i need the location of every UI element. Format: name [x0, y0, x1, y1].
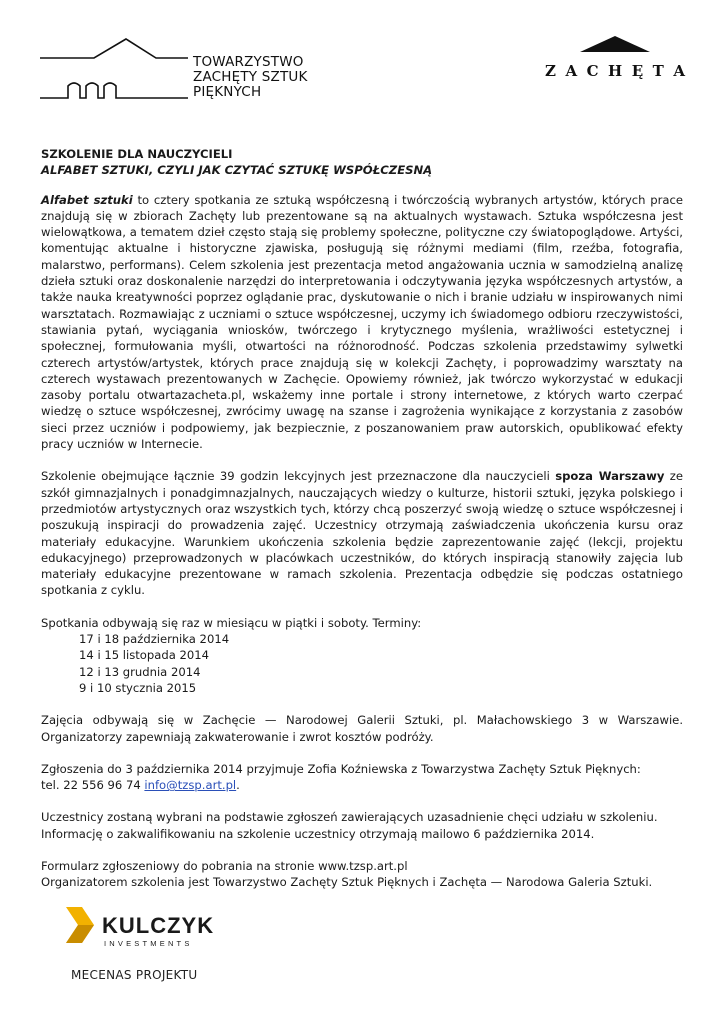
audience-text-after: ze szkół gimnazjalnych i ponadgimnazjalnych, nauczających wiedzy o kulturze, historii sztuki, języka polskiego i przedmiotów artystycznych oraz wszystkich tych, którzy chcą poszerzyć swoją wiedzę o sztuce współczesnej i poszukują inspiracji do prowadzenia zajęć. Uczestnicy otrzymają zaświadczenia ukończenia kursu oraz materiały edukacyjne. Warunkiem ukończenia szkolenia będzie zaprezentowanie zajęć (lekcji, projektu edukacyjnego) przeprowadzonych w placówkach uczestników, do których inspiracją stanowiły zajęcia lub materiały edukacyjne prezentowane w ramach szkolenia. Prezentacja odbędzie się podczas ostatniego spotkania z cyklu. [41, 469, 684, 598]
selection-line: Informację o zakwalifikowaniu na szkolenie uczestnicy otrzymają mailowo 6 października 2014. [41, 826, 595, 841]
zacheta-letter: C [586, 62, 599, 80]
zacheta-letter: Z [545, 62, 556, 80]
audience-highlight: spoza Warszawy [555, 469, 665, 484]
tzsp-logo [38, 36, 318, 108]
zacheta-logo [540, 36, 690, 96]
kulczyk-investments-logo [64, 905, 224, 955]
tzsp-logo-line: ZACHĘTY SZTUK [193, 69, 308, 85]
form-download-line: Formularz zgłoszeniowy do pobrania na stronie www.tzsp.art.pl [41, 858, 408, 873]
footer-paragraph [41, 858, 683, 891]
registration-paragraph [41, 761, 683, 794]
tzsp-logo-line: PIĘKNYCH [193, 84, 262, 100]
schedule-dates [41, 631, 683, 696]
sponsor-name: KULCZYK [102, 913, 215, 938]
schedule-date: 14 i 15 listopada 2014 [79, 648, 210, 663]
zacheta-letter: T [652, 62, 664, 80]
zacheta-letter: Ę [631, 62, 644, 80]
selection-line: Uczestnicy zostaną wybrani na podstawie zgłoszeń zawierających uzasadnienie chęci udziału w szkoleniu. [41, 810, 658, 825]
schedule-date: 17 i 18 października 2014 [79, 632, 230, 647]
zacheta-wordmark [545, 62, 685, 80]
schedule-intro: Spotkania odbywają się raz w miesiącu w piątki i soboty. Terminy: [41, 615, 422, 630]
intro-lead: Alfabet sztuki [41, 192, 133, 207]
registration-email-link[interactable]: info@tzsp.art.pl [144, 778, 237, 793]
sponsor-caption: MECENAS PROJEKTU [71, 968, 198, 982]
registration-text: Zgłoszenia do 3 października 2014 przyjmuje Zofia Koźniewska z Towarzystwa Zachęty Sztuk Pięknych: [41, 761, 641, 776]
schedule-date: 9 i 10 stycznia 2015 [79, 680, 197, 695]
intro-text: to cztery spotkania ze sztuką współczesną i twórczością wybranych artystów, których prace znajdują się w zbiorach Zachęty lub prezentowane są na aktualnych wystawach. Sztuka współczesna jest wielowątkowa, a tematem dzieł często stają się problemy społeczne, polityczne czy światopoglądowe. Artyści, komentując aktualne i historyczne zjawiska, posługują się różnymi mediami (film, rzeźba, fotografia, malarstwo, performans). Celem szkolenia jest prezentacja metod angażowania ucznia w samodzielną analizę dzieła sztuki oraz doskonalenie narzędzi do interpretowania i odczytywania języka współczesnych artystów, a także nauka kreatywności poprzez oglądanie prac, dyskutowanie o nich i branie udziału w inspirowanych nimi warsztatach. Rozmawiając z uczniami o sztuce współczesnej, uczymy ich świadomego odbioru rzeczywistości, stawiania pytań, wyciągania wniosków, twórczego i krytycznego myślenia, wrażliwości estetycznej i społecznej, formułowania myśli, otwartości na różnorodność. Podczas szkolenia przedstawimy sylwetki czterech artystów/artystek, których prace znajdują się w kolekcji Zachęty, i poprowadzimy warsztaty na czterech wystawach prezentowanych w Zachęcie. Opowiemy również, jak twórczo wykorzystać w edukacji zasoby portalu otwartazacheta.pl, wskażemy inne portale i strony internetowe, z których warto czerpać wiedzę o sztuce współczesnej, zwrócimy uwagę na szanse i zagrożenia wynikające z korzystania z zasobów sieci przez uczniów i podpowiemy, jak bezpiecznie, z poszanowaniem praw autorskich, opublikować efekty pracy uczniów w Internecie. [41, 192, 683, 452]
zacheta-letter: A [673, 62, 685, 80]
document-subtitle: ALFABET SZTUKI, CZYLI JAK CZYTAĆ SZTUKĘ WSPÓŁCZESNĄ [41, 163, 433, 178]
kulczyk-k-icon [64, 905, 98, 945]
zacheta-roof-icon [580, 36, 650, 52]
audience-text-before: Szkolenie obejmujące łącznie 39 godzin lekcyjnych jest przeznaczone dla nauczycieli [41, 469, 556, 484]
audience-paragraph [41, 468, 683, 598]
document-body [41, 146, 683, 907]
location-paragraph: Zajęcia odbywają się w Zachęcie — Narodowej Galerii Sztuki, pl. Małachowskiego 3 w Warszawie. Organizatorzy zapewniają zakwaterowanie i zwrot kosztów podróży. [41, 713, 683, 744]
intro-paragraph [41, 192, 683, 453]
document-title: SZKOLENIE DLA NAUCZYCIELI [41, 147, 233, 161]
zacheta-letter: H [608, 62, 623, 80]
zacheta-letter: A [565, 62, 578, 80]
schedule-date: 12 i 13 grudnia 2014 [79, 664, 201, 679]
organizer-line: Organizatorem szkolenia jest Towarzystwo Zachęty Sztuk Pięknych i Zachęta — Narodowa Galeria Sztuki. [41, 875, 653, 890]
registration-end: . [236, 778, 240, 793]
tzsp-logo-line: TOWARZYSTWO [193, 54, 304, 70]
sponsor-subtitle: INVESTMENTS [104, 939, 193, 948]
registration-phone: tel. 22 556 96 74 [41, 778, 145, 793]
selection-paragraph [41, 809, 683, 842]
tzsp-house-wave-icon [38, 36, 188, 108]
tzsp-logo-text [193, 55, 308, 100]
